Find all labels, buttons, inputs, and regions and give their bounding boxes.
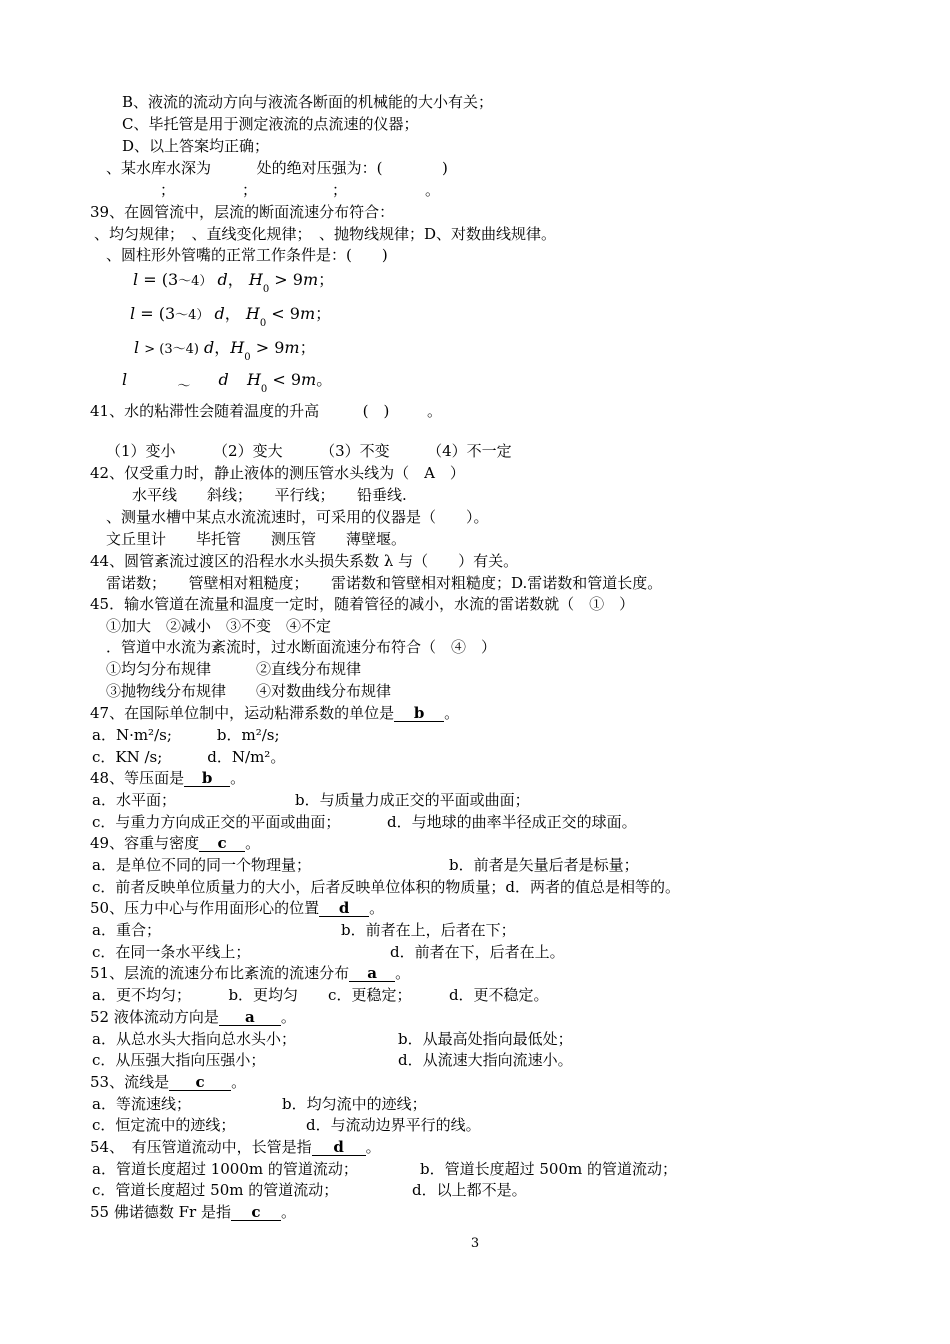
question-52-option-a: a．从总水头大指向总水头小；: [92, 1030, 296, 1048]
question-38-options-sep-3: ；: [332, 181, 348, 199]
question-53: 53、流线是 c 。: [90, 1073, 247, 1091]
question-48: 48、等压面是 b 。: [90, 769, 246, 787]
question-38-stem: [106, 158, 448, 178]
question-52-option-c: c．从压强大指向压强小；: [92, 1051, 266, 1069]
question-38-part-a: 、某水库水深为: [106, 159, 212, 177]
question-47-options-1: a．N·m²/s; b．m²/s;: [92, 726, 280, 744]
question-53-option-d: d．与流动边界平行的线。: [306, 1116, 481, 1134]
question-54-option-a: a．管道长度超过 1000m 的管道流动；: [92, 1160, 358, 1178]
formula-option-a: l = (3～4） d， $H_0 > 9m$；: [133, 270, 335, 295]
question-51: 51、层流的流速分布比紊流的流速分布 a 。: [90, 964, 411, 982]
question-55: 55 佛诺德数 Fr 是指 c 。: [90, 1203, 296, 1221]
answer-blank: d: [319, 900, 369, 917]
question-48-option-a: a．水平面；: [92, 791, 176, 809]
answer-blank: b: [184, 770, 230, 787]
question-46: ．管道中水流为紊流时，过水断面流速分布符合（ ④ ）: [106, 638, 497, 656]
formula-option-d: l $_\sim$ d $H_0 < 9m$。: [122, 370, 333, 395]
question-53-option-b: b．均匀流中的迹线；: [282, 1095, 427, 1113]
question-53-option-c: c．恒定流中的迹线；: [92, 1116, 236, 1134]
question-52-option-b: b．从最高处指向最低处；: [398, 1030, 573, 1048]
question-49-option-b: b．前者是矢量后者是标量；: [449, 856, 639, 874]
question-51-options: a．更不均匀； b．更均匀 c．更稳定； d．更不稳定。: [92, 986, 549, 1004]
question-52: 52 液体流动方向是 a 。: [90, 1008, 296, 1026]
question-50: 50、压力中心与作用面形心的位置 d 。: [90, 899, 385, 917]
question-48-option-b: b．与质量力成正交的平面或曲面；: [295, 791, 530, 809]
question-42-options: 水平线 斜线； 平行线； 铅垂线.: [132, 486, 407, 504]
option-b: B、液流的流动方向与液流各断面的机械能的大小有关；: [122, 93, 494, 111]
question-52-option-d: d．从流速大指向流速小。: [398, 1051, 573, 1069]
question-47-options-2: c．KN /s; d．N/m²。: [92, 748, 286, 766]
answer-blank: c: [231, 1204, 281, 1221]
page-number: 3: [470, 1236, 480, 1251]
question-50-option-a: a．重合；: [92, 921, 161, 939]
question-41: 41、水的粘滞性会随着温度的升高 ( ) 。: [90, 402, 442, 420]
answer-blank: b: [394, 705, 444, 722]
question-44: 44、圆管紊流过渡区的沿程水水头损失系数 λ 与（ ）有关。: [90, 552, 519, 570]
question-43: 、测量水槽中某点水流流速时，可采用的仪器是（ ）。: [106, 508, 489, 526]
question-45: 45．输水管道在流量和温度一定时，随着管径的减小，水流的雷诺数就（ ① ）: [90, 595, 635, 613]
formula-option-c: l > (3～4) d，$H_0 > 9m$；: [134, 338, 316, 363]
question-54-option-c: c．管道长度超过 50m 的管道流动；: [92, 1181, 339, 1199]
question-50-option-b: b．前者在上，后者在下；: [341, 921, 516, 939]
question-40: 、圆柱形外管嘴的正常工作条件是：( ): [106, 246, 388, 264]
question-43-options: 文丘里计 毕托管 测压管 薄壁堰。: [106, 530, 407, 548]
question-47: 47、在国际单位制中，运动粘滞系数的单位是 b 。: [90, 704, 460, 722]
question-38-part-b: 处的绝对压强为：(: [256, 159, 383, 177]
question-46-options-2: ③抛物线分布规律 ④对数曲线分布规律: [106, 682, 392, 700]
question-39-options: 、均匀规律； 、直线变化规律； 、抛物线规律；D、对数曲线规律。: [94, 225, 557, 243]
answer-blank: a: [219, 1009, 281, 1026]
question-53-option-a: a．等流速线；: [92, 1095, 191, 1113]
question-50-option-c: c．在同一条水平线上；: [92, 943, 251, 961]
question-45-options: ①加大 ②减小 ③不变 ④不定: [106, 617, 332, 635]
option-c: C、毕托管是用于测定液流的点流速的仪器；: [122, 115, 419, 133]
question-46-options-1: ①均匀分布规律 ②直线分布规律: [106, 660, 362, 678]
question-39: 39、在圆管流中，层流的断面流速分布符合：: [90, 203, 395, 221]
question-38-options-sep-2: ；: [242, 181, 258, 199]
answer-blank: a: [349, 965, 395, 982]
question-49-options-cd: c．前者反映单位质量力的大小，后者反映单位体积的物质量；d．两者的值总是相等的。: [92, 878, 681, 896]
question-49-option-a: a．是单位不同的同一个物理量；: [92, 856, 311, 874]
question-41-options: （1）变小 （2）变大 （3）不变 （4）不一定: [106, 442, 512, 460]
question-49: 49、容重与密度 c 。: [90, 834, 261, 852]
question-42: 42、仅受重力时，静止液体的测压管水头线为（ A ）: [90, 464, 465, 482]
question-50-option-d: d．前者在下，后者在上。: [390, 943, 565, 961]
question-38-options-sep-1: ；: [160, 181, 176, 199]
answer-blank: d: [312, 1139, 366, 1156]
formula-option-b: l = (3～4） d， $H_0 < 9m$；: [130, 304, 332, 329]
question-54-option-b: b．管道长度超过 500m 的管道流动；: [420, 1160, 677, 1178]
answer-blank: c: [169, 1074, 231, 1091]
question-48-option-d: d．与地球的曲率半径成正交的球面。: [387, 813, 637, 831]
answer-blank: c: [199, 835, 245, 852]
question-54: 54、 有压管道流动中，长管是指 d 。: [90, 1138, 381, 1156]
question-38-part-c: ): [442, 159, 448, 177]
question-54-option-d: d．以上都不是。: [412, 1181, 527, 1199]
option-d: D、以上答案均正确；: [122, 137, 270, 155]
question-38-options-end: 。: [425, 181, 441, 199]
question-48-option-c: c．与重力方向成正交的平面或曲面；: [92, 813, 341, 831]
question-44-options: 雷诺数； 管壁相对粗糙度； 雷诺数和管壁相对粗糙度；D.雷诺数和管道长度。: [106, 574, 663, 592]
